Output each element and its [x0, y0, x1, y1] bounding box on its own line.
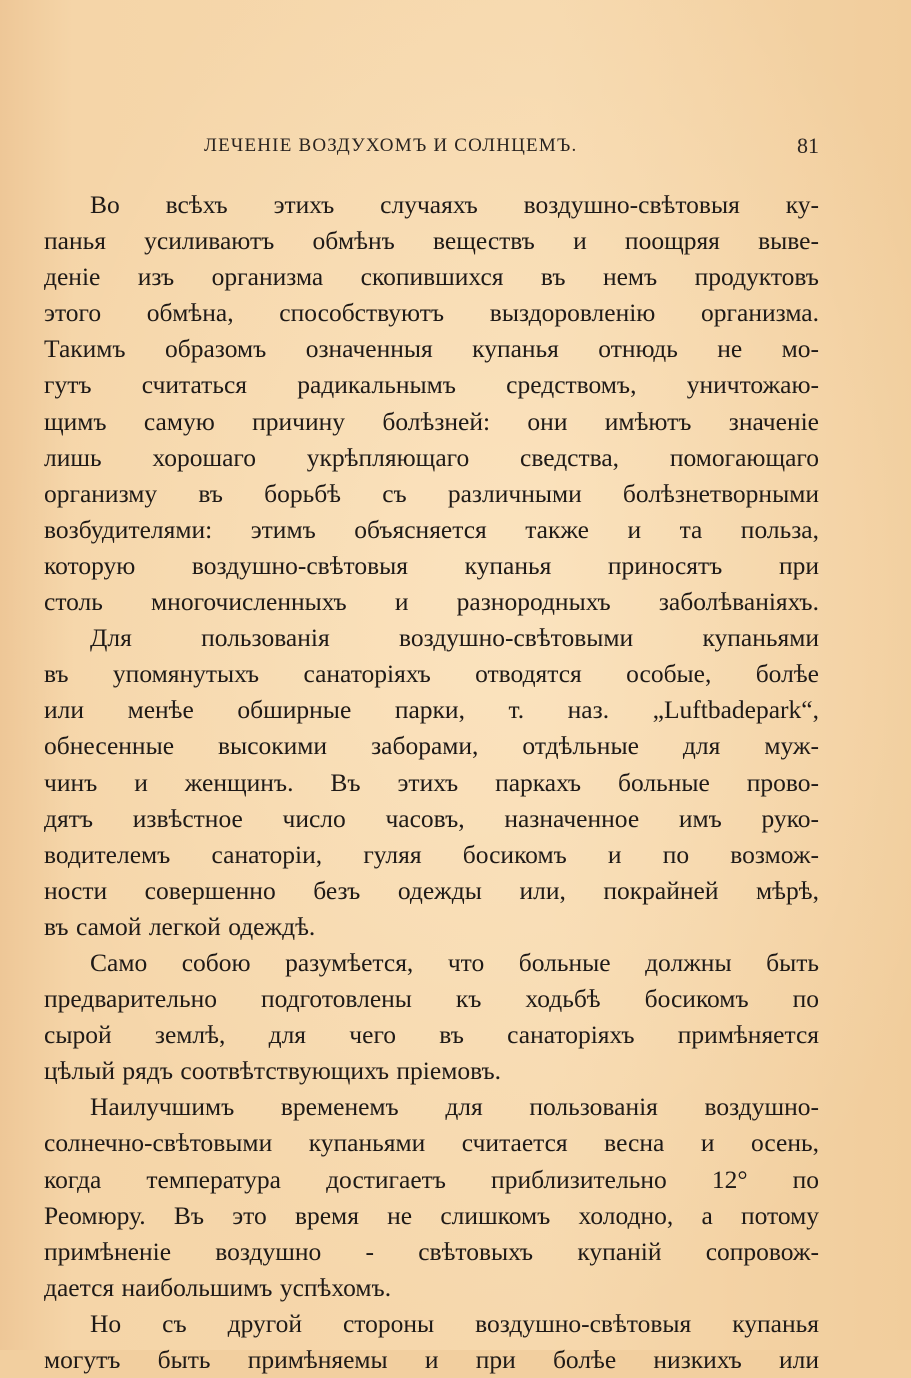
text-line: когда температура достигаетъ приблизительно 12° по	[44, 1164, 819, 1194]
text-line: гутъ считаться радикальнымъ средствомъ, уничтожаю-	[44, 370, 819, 400]
text-line: щимъ самую причину болѣзней: они имѣютъ значеніе	[44, 406, 819, 436]
text-line: деніе изъ организма скопившихся въ немъ продуктовъ	[44, 262, 819, 292]
text-line: которую воздушно-свѣтовыя купанья приносятъ при	[44, 550, 819, 580]
text-line: цѣлый рядъ соотвѣтствующихъ пріемовъ.	[44, 1056, 502, 1086]
text-line: ности совершенно безъ одежды или, покрайней мѣрѣ,	[44, 875, 819, 905]
text-line: въ упомянутыхъ санаторіяхъ отводятся особые, болѣе	[44, 659, 819, 689]
text-line: организму въ борьбѣ съ различными болѣзнетворными	[44, 478, 819, 508]
text-line: могутъ быть примѣняемы и при болѣе низкихъ или	[44, 1345, 819, 1374]
text-line: этого обмѣна, способствуютъ выздоровленію организма.	[44, 298, 819, 328]
text-line: Но съ другой стороны воздушно-свѣтовыя купанья	[90, 1308, 819, 1338]
running-head: ЛЕЧЕНІЕ ВОЗДУХОМЪ И СОЛНЦЕМЪ.	[204, 135, 578, 156]
text-line: дятъ извѣстное число часовъ, назначенное имъ руко-	[44, 803, 819, 833]
text-line: чинъ и женщинъ. Въ этихъ паркахъ больные прово-	[44, 767, 819, 797]
text-line: или менѣе обширные парки, т. наз. „Luftbadepark“,	[44, 695, 819, 725]
text-line: примѣненіе воздушно - свѣтовыхъ купаній сопровож-	[44, 1236, 819, 1266]
page-header	[44, 128, 819, 164]
text-line: Для пользованія воздушно-свѣтовыми купаньями	[90, 623, 819, 653]
text-line: солнечно-свѣтовыми купаньями считается весна и осень,	[44, 1128, 819, 1158]
text-line: дается наибольшимъ успѣхомъ.	[44, 1272, 392, 1302]
text-line: предварительно подготовлены къ ходьбѣ босикомъ по	[44, 984, 819, 1014]
text-line: Во всѣхъ этихъ случаяхъ воздушно-свѣтовыя ку-	[90, 190, 819, 219]
text-line: въ самой легкой одеждѣ.	[44, 911, 316, 941]
text-line: панья усиливаютъ обмѣнъ веществъ и поощряя выве-	[44, 226, 819, 256]
page-number: 81	[797, 133, 819, 158]
text-line: сырой землѣ, для чего въ санаторіяхъ примѣняется	[44, 1020, 819, 1050]
text-line: Реомюру. Въ это время не слишкомъ холодно, а потому	[44, 1200, 819, 1230]
text-line: обнесенные высокими заборами, отдѣльные для муж-	[44, 731, 819, 761]
text-line: Наилучшимъ временемъ для пользованія воздушно-	[90, 1092, 819, 1122]
text-line: водителемъ санаторіи, гуляя босикомъ и по возмож-	[44, 839, 819, 869]
text-line: возбудителями: этимъ объясняется также и та польза,	[44, 514, 819, 544]
text-line: столь многочисленныхъ и разнородныхъ заболѣваніяхъ.	[44, 587, 819, 617]
body-text	[44, 187, 819, 1378]
text-line: Такимъ образомъ означенныя купанья отнюдь не мо-	[44, 334, 819, 364]
text-line: Само собою разумѣется, что больные должны быть	[90, 947, 819, 977]
text-line: лишь хорошаго укрѣпляющаго сведства, помогающаго	[44, 442, 819, 472]
